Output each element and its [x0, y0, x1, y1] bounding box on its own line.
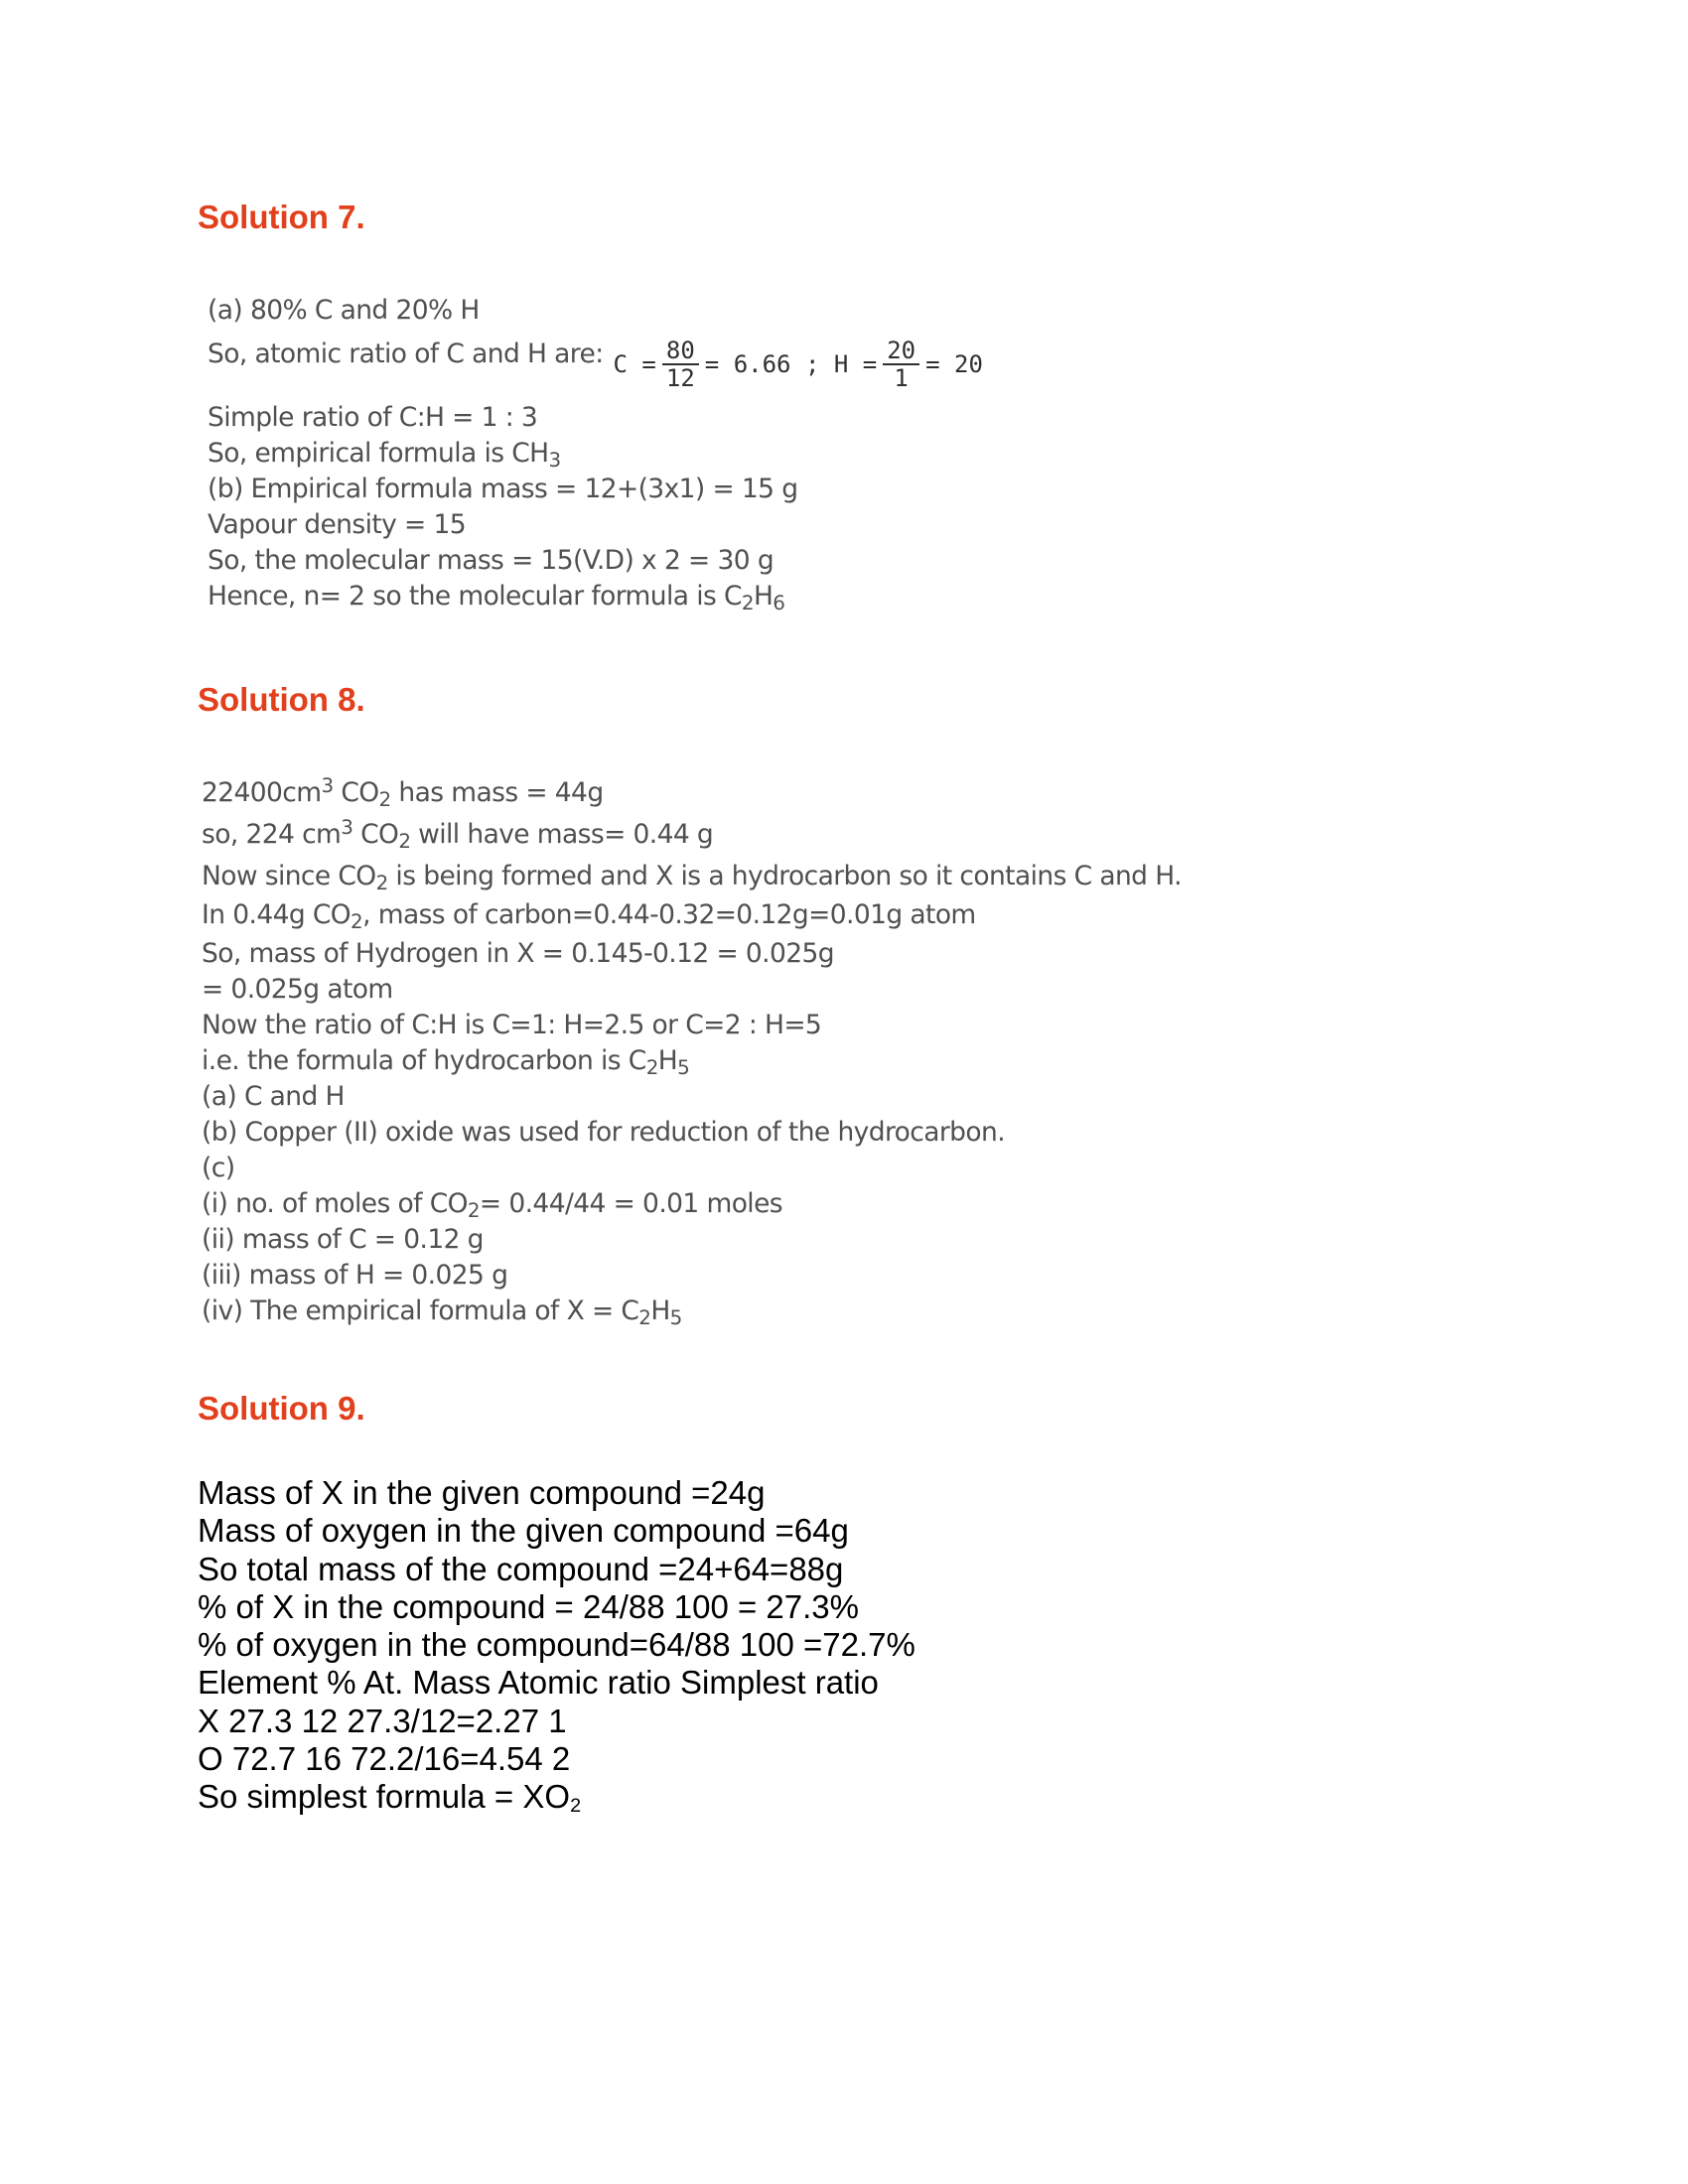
solution-7-heading: Solution 7. — [198, 199, 365, 235]
sol8-l1-sub: 2 — [378, 787, 391, 811]
sol7-mf-h: H — [753, 581, 774, 612]
sol8-line-7: Now the ratio of C:H is C=1: H=2.5 or C=2 : H=5 — [202, 1010, 822, 1040]
sol7-h-fraction — [883, 338, 919, 391]
sol7-molecular-mass: So, the molecular mass = 15(V.D) x 2 = 30 g — [208, 545, 774, 576]
sol8-l4-b: , mass of carbon=0.44-0.32=0.12g=0.01g atom — [362, 899, 976, 930]
sol7-molecular-formula — [208, 579, 983, 614]
sol7-c-result: = 6.66 ; H = — [704, 350, 878, 378]
sol8-l2-c: will have mass= 0.44 g — [410, 819, 714, 850]
sol8-l4-a: In 0.44g CO — [202, 899, 352, 930]
sol7-emp-text: So, empirical formula is CH — [208, 438, 549, 469]
sol9-line-6: Element % At. Mass Atomic ratio Simplest ratio — [198, 1664, 879, 1702]
sol8-line-1 — [202, 774, 1182, 816]
sol9-line-5: % of oxygen in the compound=64/88 100 =72.7% — [198, 1626, 915, 1664]
sol8-l2-a: so, 224 cm — [202, 819, 342, 850]
solution-9-body — [198, 1474, 915, 1817]
sol7-mf-sub1: 2 — [741, 591, 754, 614]
sol9-line-4: % of X in the compound = 24/88 100 = 27.3% — [198, 1587, 859, 1625]
sol7-ratio-formula — [614, 338, 983, 391]
sol8-line-3 — [202, 858, 1182, 896]
sol9-line-9 — [198, 1778, 915, 1816]
sol7-simple-ratio: Simple ratio of C:H = 1 : 3 — [208, 402, 538, 433]
sol7-h-denominator: 1 — [894, 364, 909, 392]
sol8-l1-a: 22400cm — [202, 777, 322, 808]
sol8-line-2 — [202, 816, 1182, 858]
sol9-line-7: X 27.3 12 27.3/12=2.27 1 — [198, 1702, 567, 1739]
sol8-l8-sub1: 2 — [645, 1055, 658, 1079]
sol8-l2-sup: 3 — [341, 816, 353, 840]
solution-7-image — [208, 293, 983, 614]
solution-9-heading: Solution 9. — [198, 1390, 365, 1427]
sol8-line-11: (c) — [202, 1153, 235, 1183]
sol7-empirical-formula — [208, 436, 983, 472]
sol8-l1-b: CO — [333, 777, 379, 808]
sol8-line-6: = 0.025g atom — [202, 974, 393, 1005]
sol7-ratio-label: So, atomic ratio of C and H are: — [208, 339, 604, 369]
sol7-c-numerator: 80 — [662, 338, 699, 365]
sol9-line-3: So total mass of the compound =24+64=88g — [198, 1550, 844, 1587]
sol8-l12-a: (i) no. of moles of CO — [202, 1188, 468, 1219]
sol8-line-10: (b) Copper (II) oxide was used for reduction of the hydrocarbon. — [202, 1117, 1006, 1148]
sol8-line-15 — [202, 1293, 1182, 1328]
sol8-l8-b: H — [657, 1045, 678, 1076]
sol7-emp-sub: 3 — [548, 448, 561, 472]
sol8-line-12 — [202, 1185, 1182, 1221]
sol7-vapour-density: Vapour density = 15 — [208, 509, 466, 540]
sol8-l2-b: CO — [352, 819, 399, 850]
sol7-c-fraction — [662, 338, 699, 391]
sol7-mf-sub2: 6 — [773, 591, 785, 614]
sol8-l15-sub1: 2 — [638, 1305, 651, 1329]
sol9-line-2: Mass of oxygen in the given compound =64g — [198, 1512, 849, 1550]
sol9-last-text: So simplest formula = XO — [198, 1778, 571, 1816]
sol7-mf-text: Hence, n= 2 so the molecular formula is C — [208, 581, 742, 612]
sol7-part-b: (b) Empirical formula mass = 12+(3x1) = 15 g — [208, 474, 798, 504]
sol8-line-9: (a) C and H — [202, 1081, 345, 1112]
sol8-l15-b: H — [650, 1296, 670, 1326]
sol8-l3-a: Now since CO — [202, 861, 376, 891]
sol8-line-8 — [202, 1042, 1182, 1078]
sol8-l3-b: is being formed and X is a hydrocarbon so it contains C and H. — [387, 861, 1182, 891]
sol8-l3-sub: 2 — [375, 871, 388, 894]
sol8-line-5: So, mass of Hydrogen in X = 0.145-0.12 = 0.025g — [202, 938, 834, 969]
sol8-l4-sub: 2 — [351, 909, 363, 933]
sol8-l1-c: has mass = 44g — [390, 777, 604, 808]
sol8-line-13: (ii) mass of C = 0.12 g — [202, 1224, 484, 1255]
sol8-l15-a: (iv) The empirical formula of X = C — [202, 1296, 639, 1326]
sol7-c-denominator: 12 — [665, 364, 695, 392]
sol9-line-1: Mass of X in the given compound =24g — [198, 1474, 766, 1511]
solution-8-heading: Solution 8. — [198, 681, 365, 718]
sol8-l1-sup: 3 — [321, 774, 334, 798]
sol7-ratio-line — [208, 329, 983, 400]
sol9-last-sub: 2 — [570, 1795, 582, 1818]
sol8-l15-sub2: 5 — [669, 1305, 682, 1329]
sol8-line-4 — [202, 896, 1182, 935]
sol7-h-result: = 20 — [925, 350, 983, 378]
solution-8-image — [202, 774, 1182, 1328]
sol8-l12-sub: 2 — [467, 1198, 480, 1222]
sol7-part-a: (a) 80% C and 20% H — [208, 295, 480, 326]
sol7-c-prefix: C = — [613, 350, 656, 378]
sol7-h-numerator: 20 — [883, 338, 919, 365]
sol9-line-8: O 72.7 16 72.2/16=4.54 2 — [198, 1740, 571, 1778]
sol8-l12-b: = 0.44/44 = 0.01 moles — [479, 1188, 782, 1219]
sol8-l8-sub2: 5 — [677, 1055, 690, 1079]
sol8-l2-sub: 2 — [398, 829, 411, 853]
sol8-l8-a: i.e. the formula of hydrocarbon is C — [202, 1045, 646, 1076]
sol8-line-14: (iii) mass of H = 0.025 g — [202, 1260, 508, 1291]
